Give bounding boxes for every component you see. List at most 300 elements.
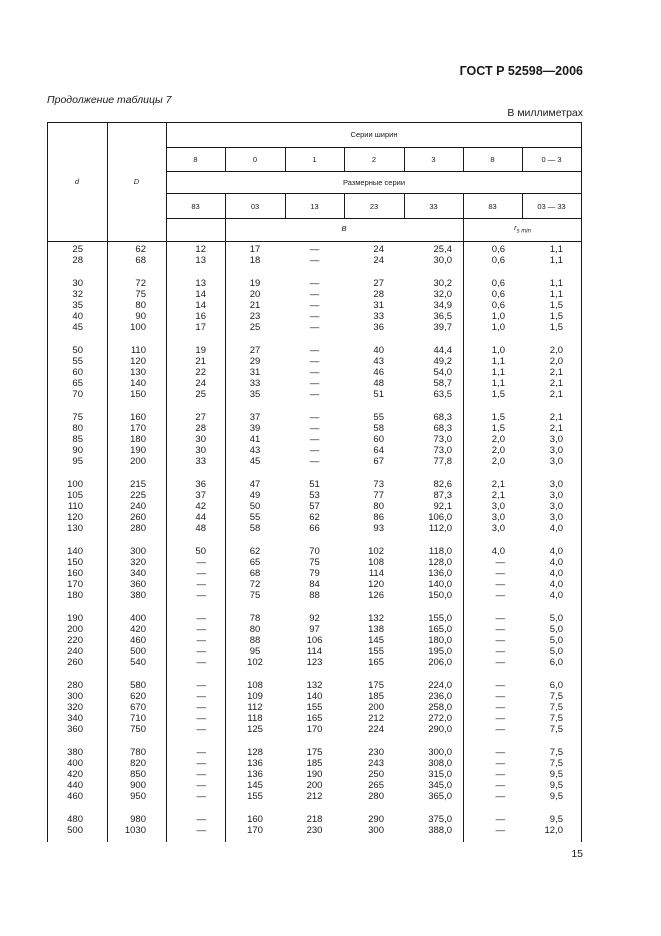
cell-b13: 62	[309, 512, 320, 523]
cell-b03: 25	[249, 322, 261, 333]
cell-b33: 49,2	[433, 356, 452, 367]
cell-r83: 0,6	[491, 244, 505, 255]
cell-D: 240	[130, 501, 146, 512]
cell-r03-33: 3,0	[549, 445, 563, 456]
cell-b33: 73,0	[433, 434, 452, 445]
cell-D: 260	[130, 512, 146, 523]
cell-b83: —	[196, 613, 206, 624]
cell-r03-33: 2,1	[549, 423, 563, 434]
cell-b03: 55	[249, 512, 261, 523]
width-series-0-3: 0 — 3	[541, 155, 562, 164]
cell-b13: —	[309, 322, 320, 333]
cell-b23: 290	[368, 814, 384, 825]
table-row	[47, 579, 582, 590]
cell-b03: 72	[249, 579, 261, 590]
cell-b33: 195,0	[428, 646, 452, 657]
cell-D: 780	[130, 747, 146, 758]
cell-D: 400	[130, 613, 146, 624]
cell-b33: 58,7	[433, 378, 452, 389]
cell-d: 280	[67, 680, 83, 691]
dimension-series-23: 23	[369, 202, 379, 211]
cell-b03: 125	[247, 724, 263, 735]
cell-D: 300	[130, 546, 146, 557]
cell-b83: 17	[195, 322, 206, 333]
cell-b33: 73,0	[433, 445, 452, 456]
table-row	[47, 412, 582, 423]
cell-b23: 280	[368, 791, 384, 802]
cell-b33: 36,5	[433, 311, 452, 322]
cell-d: 80	[72, 423, 83, 434]
cell-r83: 2,0	[491, 434, 505, 445]
cell-b83: —	[196, 713, 206, 724]
cell-r03-33: 2,1	[549, 389, 563, 400]
cell-b33: 300,0	[428, 747, 452, 758]
cell-D: 420	[130, 624, 146, 635]
cell-b03: 109	[247, 691, 263, 702]
cell-r03-33: 7,5	[549, 747, 563, 758]
cell-b83: 37	[195, 490, 206, 501]
cell-b33: 165,0	[428, 624, 452, 635]
cell-b83: 42	[195, 501, 206, 512]
cell-b23: 212	[368, 713, 384, 724]
cell-b03: 33	[249, 378, 261, 389]
cell-b33: 308,0	[428, 758, 452, 769]
cell-b83: 27	[195, 412, 206, 423]
cell-b83: 12	[195, 244, 206, 255]
cell-D: 580	[130, 680, 146, 691]
cell-r83: 0,6	[491, 289, 505, 300]
cell-d: 90	[72, 445, 83, 456]
cell-D: 360	[130, 579, 146, 590]
cell-b03: 136	[247, 769, 263, 780]
cell-b03: 88	[249, 635, 261, 646]
cell-D: 62	[135, 244, 146, 255]
cell-r03-33: 1,1	[549, 255, 563, 266]
cell-r03-33: 3,0	[549, 456, 563, 467]
cell-d: 240	[67, 646, 83, 657]
cell-b23: 155	[368, 646, 384, 657]
cell-b03: 27	[249, 345, 261, 356]
r-label: r	[514, 223, 517, 232]
cell-r03-33: 5,0	[549, 646, 563, 657]
cell-d: 500	[67, 825, 83, 836]
table-row	[47, 747, 582, 758]
cell-b83: —	[196, 691, 206, 702]
table-row	[47, 635, 582, 646]
cell-r83: —	[495, 758, 505, 769]
cell-D: 150	[130, 389, 146, 400]
table-row	[47, 646, 582, 657]
cell-D: 620	[130, 691, 146, 702]
cell-r03-33: 7,5	[549, 702, 563, 713]
cell-b23: 46	[373, 367, 384, 378]
cell-b13: 57	[309, 501, 320, 512]
cell-D: 200	[130, 456, 146, 467]
cell-r83: 1,1	[491, 356, 505, 367]
cell-b03: 155	[247, 791, 263, 802]
cell-b13: 75	[309, 557, 320, 568]
cell-D: 72	[135, 278, 146, 289]
cell-r83: —	[495, 635, 505, 646]
cell-b23: 55	[373, 412, 384, 423]
cell-b83: —	[196, 825, 206, 836]
cell-b23: 230	[368, 747, 384, 758]
width-series-1: 1	[312, 155, 317, 164]
cell-b13: 155	[306, 702, 323, 713]
cell-d: 400	[67, 758, 83, 769]
table-row	[47, 590, 582, 601]
cell-d: 200	[67, 624, 83, 635]
cell-r03-33: 4,0	[549, 568, 563, 579]
cell-D: 340	[130, 568, 146, 579]
table-row	[47, 624, 582, 635]
cell-b33: 54,0	[433, 367, 452, 378]
cell-r83: 1,5	[491, 423, 505, 434]
cell-b83: 48	[195, 523, 206, 534]
dimension-series-13: 13	[310, 202, 319, 211]
cell-r83: —	[495, 657, 505, 668]
cell-b03: 62	[249, 546, 261, 557]
table-row	[47, 356, 582, 367]
cell-b23: 24	[373, 255, 384, 266]
cell-r03-33: 4,0	[549, 579, 563, 590]
cell-b33: 140,0	[428, 579, 452, 590]
cell-b03: 102	[247, 657, 263, 668]
cell-b13: 230	[306, 825, 323, 836]
cell-b13: 88	[309, 590, 320, 601]
cell-d: 85	[72, 434, 83, 445]
cell-b03: 136	[247, 758, 263, 769]
table-row	[47, 255, 582, 266]
cell-b33: 136,0	[428, 568, 452, 579]
cell-r03-33: 3,0	[549, 434, 563, 445]
cell-b13: —	[309, 412, 320, 423]
cell-b23: 145	[368, 635, 384, 646]
cell-b23: 58	[373, 423, 384, 434]
cell-D: 1030	[124, 825, 146, 836]
cell-r83: 2,1	[491, 479, 505, 490]
cell-b03: 75	[249, 590, 261, 601]
cell-d: 65	[72, 378, 83, 389]
cell-b33: 30,2	[433, 278, 452, 289]
cell-r03-33: 3,0	[549, 501, 563, 512]
cell-b03: 31	[249, 367, 261, 378]
cell-b33: 63,5	[433, 389, 452, 400]
cell-b23: 102	[368, 546, 384, 557]
cell-d: 55	[72, 356, 83, 367]
cell-b23: 24	[373, 244, 384, 255]
cell-r83: 3,0	[491, 512, 505, 523]
cell-b03: 80	[249, 624, 261, 635]
cell-D: 190	[130, 445, 146, 456]
cell-b33: 388,0	[428, 825, 452, 836]
cell-d: 25	[72, 244, 83, 255]
cell-b33: 82,6	[433, 479, 452, 490]
cell-b23: 48	[373, 378, 384, 389]
cell-b33: 92,1	[433, 501, 452, 512]
cell-D: 320	[130, 557, 146, 568]
cell-r03-33: 3,0	[549, 490, 563, 501]
cell-b33: 224,0	[428, 680, 452, 691]
cell-b33: 112,0	[428, 523, 452, 534]
cell-r03-33: 1,5	[549, 322, 563, 333]
cell-d: 28	[72, 255, 83, 266]
cell-b13: 70	[309, 546, 320, 557]
cell-r83: —	[495, 568, 505, 579]
cell-r03-33: 1,1	[549, 244, 563, 255]
cell-b23: 224	[368, 724, 384, 735]
cell-b33: 118,0	[428, 546, 452, 557]
cell-r83: 0,6	[491, 255, 505, 266]
cell-b33: 180,0	[428, 635, 452, 646]
cell-r83: —	[495, 646, 505, 657]
cell-r03-33: 5,0	[549, 613, 563, 624]
cell-r03-33: 4,0	[549, 523, 563, 534]
cell-b13: —	[309, 278, 320, 289]
col-header-d: d	[74, 177, 80, 186]
cell-d: 150	[67, 557, 83, 568]
cell-b83: 16	[195, 311, 206, 322]
cell-D: 670	[130, 702, 146, 713]
cell-b83: 14	[195, 289, 206, 300]
table-row	[47, 423, 582, 434]
cell-b33: 68,3	[433, 423, 452, 434]
cell-b13: —	[309, 367, 320, 378]
table-row	[47, 345, 582, 356]
table-row	[47, 289, 582, 300]
cell-d: 120	[67, 512, 83, 523]
cell-r03-33: 6,0	[549, 657, 563, 668]
cell-r83: 0,6	[491, 278, 505, 289]
cell-b33: 206,0	[428, 657, 452, 668]
cell-r03-33: 7,5	[549, 758, 563, 769]
cell-b03: 43	[249, 445, 261, 456]
cell-b03: 47	[249, 479, 261, 490]
cell-r03-33: 1,1	[549, 278, 563, 289]
cell-b13: 51	[309, 479, 320, 490]
dimension-series-03: 03	[250, 202, 260, 211]
cell-b03: 45	[249, 456, 261, 467]
cell-r83: —	[495, 814, 505, 825]
cell-r83: —	[495, 780, 505, 791]
cell-b83: 21	[195, 356, 206, 367]
cell-r03-33: 12,0	[544, 825, 563, 836]
cell-b83: 30	[195, 434, 206, 445]
dimension-series-83-r: 83	[488, 202, 497, 211]
cell-b23: 243	[368, 758, 384, 769]
cell-r83: —	[495, 613, 505, 624]
cell-d: 300	[67, 691, 83, 702]
cell-b13: —	[309, 445, 320, 456]
cell-d: 110	[67, 501, 83, 512]
cell-d: 140	[67, 546, 83, 557]
cell-r83: —	[495, 825, 505, 836]
table-row	[47, 825, 582, 836]
cell-r83: 1,5	[491, 412, 505, 423]
cell-b23: 64	[373, 445, 384, 456]
r-subscript: s min	[516, 228, 531, 235]
cell-b03: 58	[249, 523, 261, 534]
cell-b23: 80	[373, 501, 384, 512]
cell-b03: 95	[249, 646, 261, 657]
cell-b23: 120	[368, 579, 384, 590]
cell-b33: 128,0	[428, 557, 452, 568]
cell-r03-33: 7,5	[549, 691, 563, 702]
table-row	[47, 434, 582, 445]
cell-b23: 86	[373, 512, 384, 523]
cell-r83: 1,0	[491, 345, 505, 356]
table-row	[47, 501, 582, 512]
table-row	[47, 389, 582, 400]
cell-r83: 2,1	[491, 490, 505, 501]
table-row	[47, 456, 582, 467]
cell-r03-33: 2,0	[549, 345, 563, 356]
cell-D: 980	[130, 814, 146, 825]
cell-D: 500	[130, 646, 146, 657]
cell-b23: 138	[368, 624, 384, 635]
width-series-2: 2	[371, 155, 377, 164]
cell-b23: 132	[368, 613, 384, 624]
table-row	[47, 523, 582, 534]
cell-b33: 34,9	[433, 300, 452, 311]
cell-r83: 3,0	[491, 501, 505, 512]
cell-r83: 2,0	[491, 456, 505, 467]
cell-d: 170	[67, 579, 83, 590]
cell-r03-33: 3,0	[549, 512, 563, 523]
cell-d: 340	[67, 713, 83, 724]
cell-b33: 68,3	[433, 412, 452, 423]
cell-r03-33: 1,1	[549, 289, 563, 300]
cell-d: 30	[72, 278, 83, 289]
cell-r83: 1,1	[491, 378, 505, 389]
cell-b83: —	[196, 791, 206, 802]
cell-b03: 23	[249, 311, 261, 322]
cell-r03-33: 9,5	[549, 780, 563, 791]
cell-r03-33: 2,0	[549, 356, 563, 367]
cell-D: 130	[130, 367, 146, 378]
table-row	[47, 657, 582, 668]
cell-r83: 2,0	[491, 445, 505, 456]
cell-b03: 41	[249, 434, 261, 445]
cell-D: 160	[130, 412, 146, 423]
cell-b23: 36	[373, 322, 384, 333]
cell-D: 225	[130, 490, 146, 501]
cell-b23: 108	[368, 557, 384, 568]
col-header-D: D	[133, 177, 140, 186]
cell-D: 540	[130, 657, 146, 668]
cell-D: 460	[130, 635, 146, 646]
cell-d: 380	[67, 747, 83, 758]
cell-b33: 150,0	[428, 590, 452, 601]
cell-d: 32	[72, 289, 83, 300]
cell-d: 420	[67, 769, 83, 780]
cell-r03-33: 5,0	[549, 635, 563, 646]
table-row	[47, 780, 582, 791]
cell-b23: 165	[368, 657, 384, 668]
cell-b03: 29	[249, 356, 261, 367]
cell-D: 950	[130, 791, 146, 802]
cell-b13: —	[309, 456, 320, 467]
cell-b13: 200	[306, 780, 323, 791]
standard-number: ГОСТ Р 52598—2006	[459, 64, 583, 78]
col-header-B: B	[341, 224, 347, 233]
dimension-series-33: 33	[429, 202, 438, 211]
dimension-series-83: 83	[191, 202, 200, 211]
cell-b03: 68	[249, 568, 261, 579]
cell-b33: 272,0	[428, 713, 452, 724]
cell-D: 110	[130, 345, 146, 356]
cell-b13: 140	[306, 691, 323, 702]
cell-b83: —	[196, 780, 206, 791]
cell-b13: —	[309, 389, 320, 400]
table-row	[47, 568, 582, 579]
table-row	[47, 479, 582, 490]
cell-b33: 236,0	[428, 691, 452, 702]
cell-r03-33: 9,5	[549, 791, 563, 802]
table-row	[47, 546, 582, 557]
dimension-series-label: Размерные серии	[342, 178, 406, 187]
cell-b83: —	[196, 579, 206, 590]
cell-d: 95	[72, 456, 83, 467]
cell-b83: —	[196, 657, 206, 668]
table-row	[47, 814, 582, 825]
cell-D: 215	[130, 479, 146, 490]
cell-d: 180	[67, 590, 83, 601]
table-continuation-caption: Продолжение таблицы 7	[47, 94, 172, 106]
cell-b23: 67	[373, 456, 384, 467]
cell-b83: —	[196, 646, 206, 657]
table-row	[47, 311, 582, 322]
cell-d: 130	[67, 523, 83, 534]
cell-b83: —	[196, 702, 206, 713]
cell-b13: —	[309, 289, 320, 300]
cell-b83: 30	[195, 445, 206, 456]
table-row	[47, 557, 582, 568]
cell-r83: 1,0	[491, 322, 505, 333]
width-series-8: 8	[193, 155, 198, 164]
cell-b03: 65	[249, 557, 261, 568]
cell-b23: 126	[368, 590, 384, 601]
col-header-r-smin	[463, 223, 582, 235]
cell-D: 170	[130, 423, 146, 434]
cell-r83: —	[495, 769, 505, 780]
cell-b33: 365,0	[428, 791, 452, 802]
cell-b13: 132	[306, 680, 323, 691]
table-row	[47, 512, 582, 523]
cell-D: 820	[130, 758, 146, 769]
cell-b33: 315,0	[428, 769, 452, 780]
cell-d: 50	[72, 345, 83, 356]
cell-d: 100	[67, 479, 83, 490]
cell-b83: —	[196, 680, 206, 691]
cell-b83: —	[196, 635, 206, 646]
width-series-0: 0	[252, 155, 258, 164]
cell-b33: 290,0	[428, 724, 452, 735]
table-row	[47, 702, 582, 713]
page-number: 15	[571, 848, 583, 860]
dimension-series-03-33: 03 — 33	[537, 202, 566, 211]
cell-D: 180	[130, 434, 146, 445]
cell-b13: 66	[309, 523, 320, 534]
cell-b23: 40	[373, 345, 384, 356]
cell-r03-33: 2,1	[549, 367, 563, 378]
cell-b83: 14	[195, 300, 206, 311]
cell-r83: —	[495, 557, 505, 568]
cell-d: 160	[67, 568, 83, 579]
cell-b03: 50	[249, 501, 261, 512]
cell-d: 260	[67, 657, 83, 668]
cell-b83: 33	[195, 456, 206, 467]
